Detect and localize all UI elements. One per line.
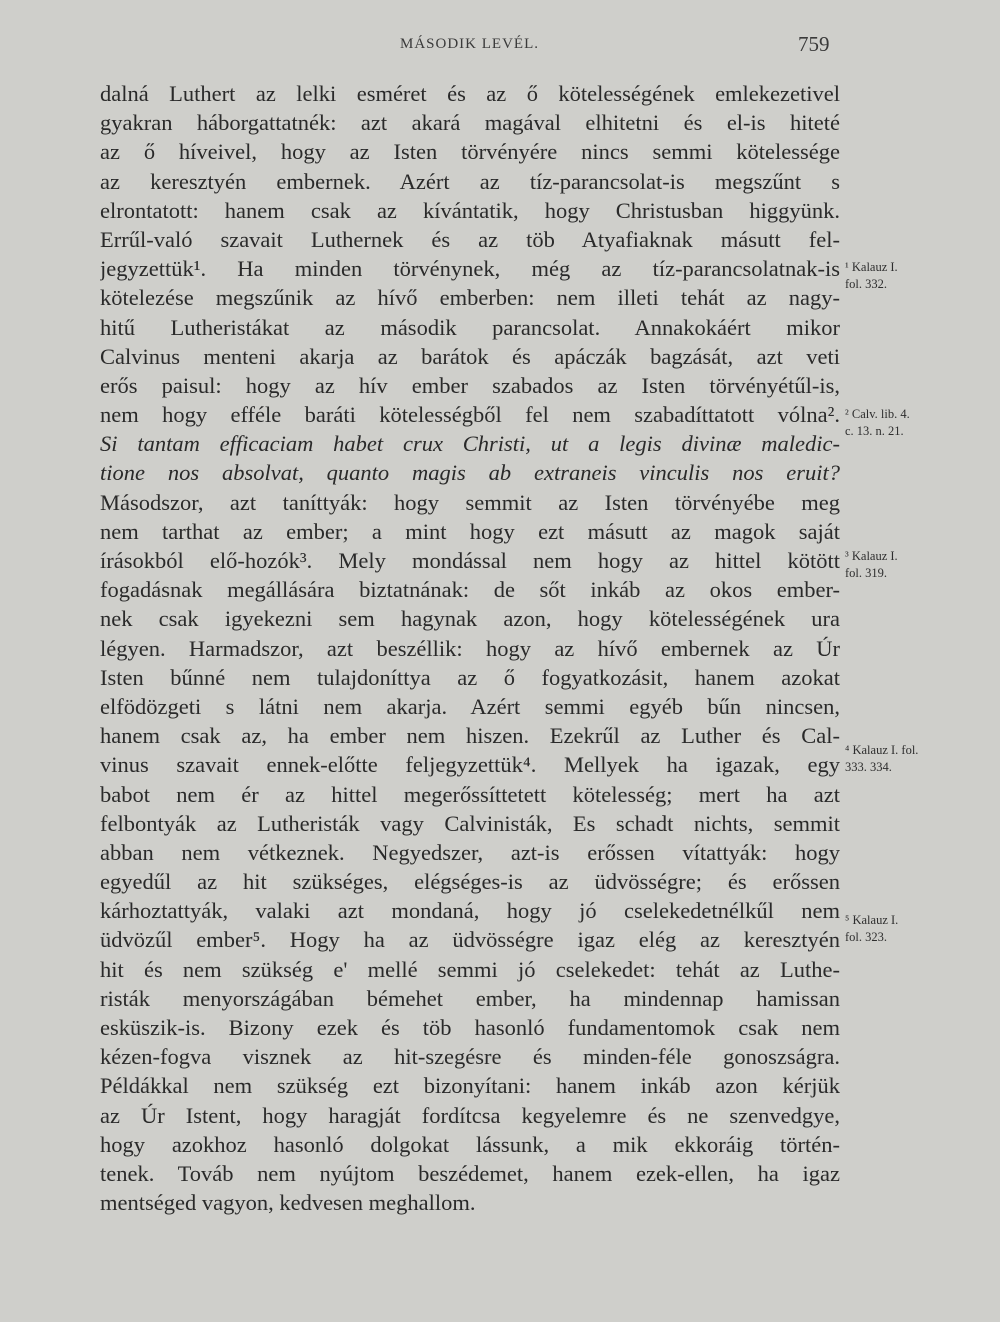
latin-quote-line: tione nos absolvat, quanto magis ab extraneis vinculis nos eruit? [100,460,840,486]
latin-quote-line: Si tantam efficaciam habet crux Christi, ut a legis divinæ maledic- [100,431,840,457]
text-line: hit és nem szükség e' mellé semmi jó cselekedet: tehát az Luthe- [100,956,840,982]
text-line: az keresztyén embernek. Azért az tíz-parancsolat-is megszűnt s [100,168,840,194]
text-line: nek csak igyekezni sem hagynak azon, hogy kötelességének ura [100,606,840,632]
margin-note-line: fol. 323. [845,930,888,944]
text-line: egyedűl az hit szükséges, elégséges-is az üdvösségre; és erőssen [100,869,840,895]
text-line: dalná Luthert az lelki esméret és az ő kötelességének emlekezetivel [100,81,840,106]
text-line: gyakran háborgattatnék: azt akará magával elhitetni és el-is hiteté [100,110,840,136]
text-line: Isten bűnné nem tulajdoníttya az ő fogyatkozásit, hanem azokat [100,664,840,690]
text-line: elfödözgeti s látni nem akarja. Azért semmi egyéb bűn nincsen, [100,693,840,719]
text-line: hogy azokhoz hasonló dolgokat lássunk, a mik ekkoráig történ- [100,1131,840,1157]
text-line: esküszik-is. Bizony ezek és töb hasonló fundamentomok csak nem [100,1015,840,1040]
margin-note-line: ⁴ Kalauz I. fol. [845,743,919,757]
margin-note [845,912,995,946]
margin-note-line: 333. 334. [845,760,892,774]
margin-note [845,259,995,293]
text-line: Errűl-való szavait Luthernek és az töb Atyafiaknak másutt fel- [100,226,840,252]
text-line: írásokból elő-hozók³. Mely mondással nem hogy az hittel kötött [100,548,840,573]
text-line: babot nem ér az hittel megerőssíttetett kötelesség; mert ha azt [100,781,840,807]
text-line: nem hogy efféle baráti kötelességből fel nem szabadíttatott vólna². [100,402,840,428]
text-line: nem tarthat az ember; a mint hogy ezt másutt az magok saját [100,518,840,544]
page-number: 759 [798,32,830,56]
margin-note-line: fol. 332. [845,277,888,291]
text-line: légyen. Harmadszor, azt beszéllik: hogy az hívő embernek az Úr [100,635,840,661]
text-line: kötelezése megszűnik az hívő emberben: nem illeti tehát az nagy- [100,285,840,311]
text-line: az ő híveivel, hogy az Isten törvényére nincs semmi kötelessége [100,139,840,165]
text-line: felbontyák az Lutheristák vagy Calvinisták, Es schadt nichts, semmit [100,810,840,836]
text-line: elrontatott: hanem csak az kívántatik, hogy Christusban higgyünk. [100,197,840,223]
text-line: kézen-fogva visznek az hit-szegésre és minden-féle gonoszságra. [100,1044,840,1070]
text-line: fogadásnak megállására biztatnának: de sőt inkáb az okos ember- [100,577,840,603]
text-line: erős paisul: hogy az hív ember szabados az Isten törvényétűl-is, [100,372,840,398]
text-line: Calvinus menteni akarja az barátok és apáczák bagzását, azt veti [100,343,840,369]
text-line: mentséged vagyon, kedvesen meghallom. [100,1190,476,1216]
text-line: Példákkal nem szükség ezt bizonyítani: hanem inkáb azon kérjük [100,1073,840,1099]
text-line: hitű Lutheristákat az második parancsolat. Annakokáért mikor [100,314,840,340]
text-line: jegyzettük¹. Ha minden törvénynek, még az tíz-parancsolatnak-is [100,256,840,282]
margin-note-line: ⁵ Kalauz I. [845,913,899,927]
margin-note-line: ¹ Kalauz I. [845,260,898,274]
margin-note [845,548,995,582]
text-line: az Úr Istent, hogy haragját fordítcsa kegyelemre és ne szenvedgye, [100,1102,840,1128]
running-header: MÁSODIK LEVÉL. [400,36,539,52]
text-line: kárhoztattyák, valaki azt mondaná, hogy jó cselekedetnélkűl nem [100,898,840,924]
body-text [100,79,840,1217]
margin-note-line: fol. 319. [845,566,888,580]
text-line: vinus szavait ennek-előtte feljegyzettük⁴. Mellyek ha igazak, egy [100,752,840,778]
text-line: abban nem vétkeznek. Negyedszer, azt-is erőssen vítattyák: hogy [100,839,840,865]
margin-note [845,406,995,440]
margin-note-line: c. 13. n. 21. [845,424,904,438]
text-line: tenek. Továb nem nyújtom beszédemet, hanem ezek-ellen, ha igaz [100,1160,840,1186]
text-line: risták menyországában bémehet ember, ha mindennap hamissan [100,985,840,1011]
text-line: üdvözűl ember⁵. Hogy ha az üdvösségre igaz elég az keresztyén [100,927,840,953]
margin-note-line: ³ Kalauz I. [845,549,898,563]
text-line: hanem csak az, ha ember nem hiszen. Ezekrűl az Luther és Cal- [100,723,840,749]
margin-note-line: ² Calv. lib. 4. [845,407,910,421]
text-line: Másodszor, azt taníttyák: hogy semmit az Isten törvényébe meg [100,489,840,515]
margin-note [845,742,995,776]
